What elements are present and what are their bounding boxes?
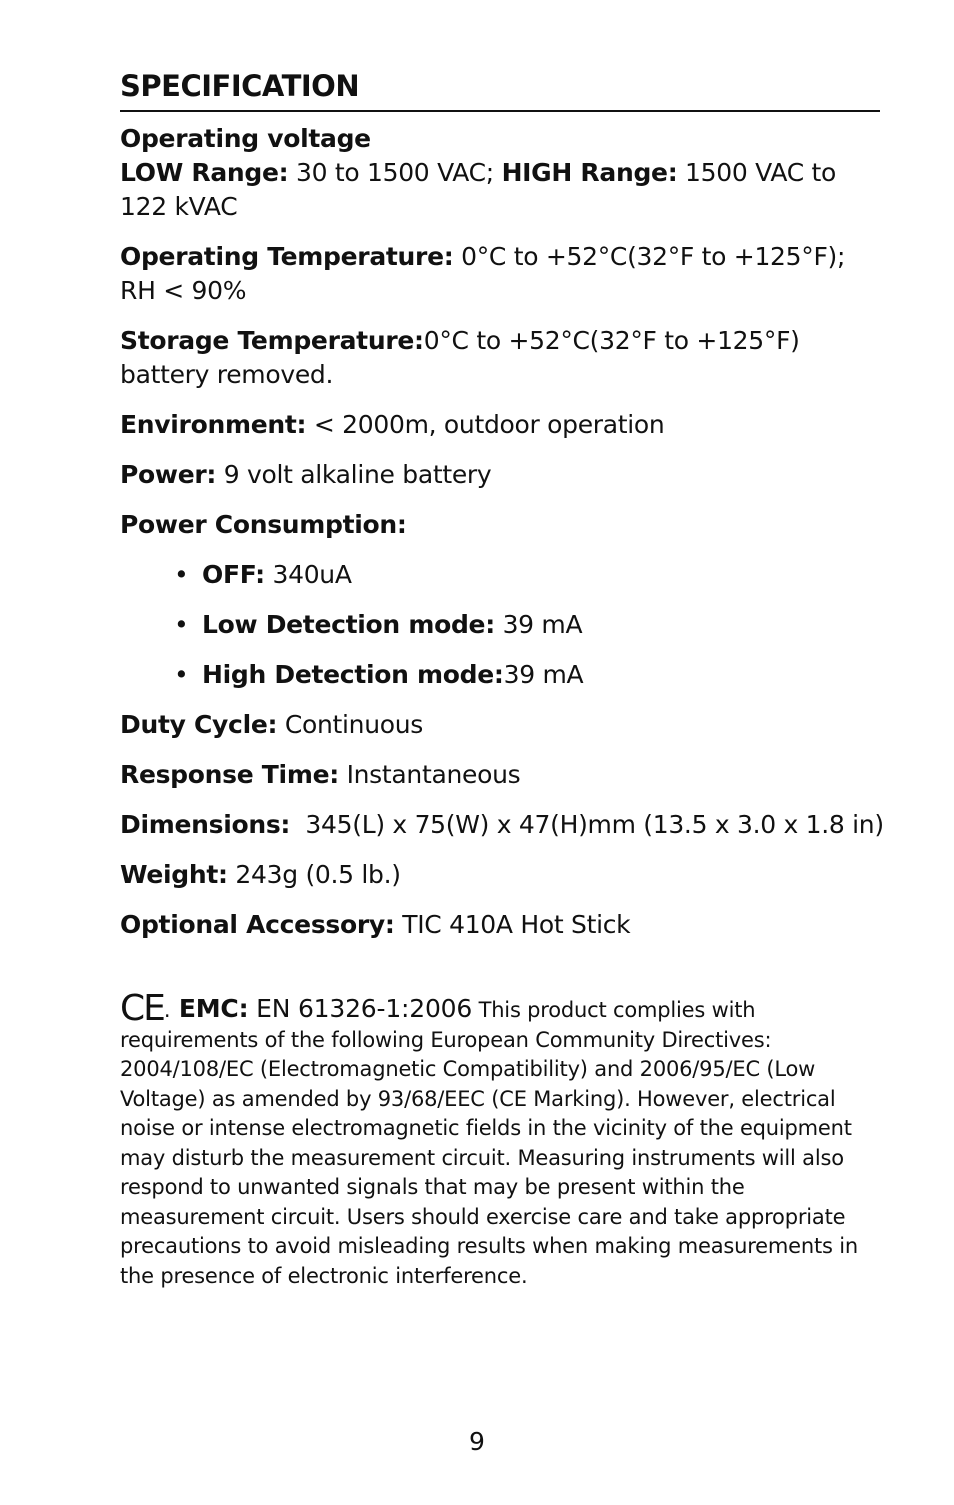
weight-value: 243g (0.5 lb.): [227, 860, 401, 889]
high-range-label: HIGH Range:: [501, 158, 678, 187]
optional-accessory-label: Optional Accessory:: [120, 910, 395, 939]
bullet-icon: •: [174, 610, 189, 639]
section-title: SPECIFICATION: [120, 64, 880, 112]
high-range-value: 1500 VAC to 122 kVAC: [120, 158, 836, 221]
storage-temperature-label: Storage Temperature:: [120, 326, 424, 355]
response-time-value: Instantaneous: [338, 760, 521, 789]
spec-operating-voltage: [120, 122, 880, 224]
operating-temperature-label: Operating Temperature:: [120, 242, 454, 271]
spec-weight: [120, 858, 880, 892]
duty-cycle-value: Continuous: [277, 710, 424, 739]
spec-environment: [120, 408, 880, 442]
power-consumption-list: [120, 558, 880, 692]
bullet-icon: •: [174, 560, 189, 589]
compliance-text: This product complies with requirements of the following European Community Directives: 2004/108/EC (Electromagnetic Compatibility) and 2006/95/EC (Low Voltage) as amended by 93/68/EEC (CE Marking). However, electrical noise or intense electromagnetic fields in the vicinity of the equipment may disturb the measurement circuit. Measuring instruments will also respond to unwanted signals that may be present within the measurement circuit. Users should exercise care and take appropriate precautions to avoid misleading results when making measurements in the presence of electronic interference.: [120, 998, 858, 1288]
duty-cycle-label: Duty Cycle:: [120, 710, 278, 739]
power-label: Power:: [120, 460, 217, 489]
environment-value: < 2000m, outdoor operation: [306, 410, 665, 439]
consumption-high-label: High Detection mode:: [202, 660, 504, 689]
spec-page: [120, 64, 884, 1291]
spec-duty-cycle: [120, 708, 880, 742]
optional-accessory-value: TIC 410A Hot Stick: [394, 910, 631, 939]
spec-dimensions: [120, 808, 884, 842]
list-item: [174, 608, 880, 642]
low-range-value: 30 to 1500 VAC;: [288, 158, 502, 187]
power-consumption-label: Power Consumption:: [120, 510, 407, 539]
consumption-off-label: OFF:: [202, 560, 265, 589]
spec-optional-accessory: [120, 908, 880, 942]
consumption-low-value: 39 mA: [494, 610, 583, 639]
spec-response-time: [120, 758, 880, 792]
consumption-high-value: 39 mA: [503, 660, 584, 689]
storage-temperature-value: 0°C to +52°C(32°F to +125°F) battery removed.: [120, 326, 800, 389]
power-value: 9 volt alkaline battery: [216, 460, 492, 489]
weight-label: Weight:: [120, 860, 228, 889]
compliance-statement: [120, 988, 880, 1291]
list-item: [174, 558, 880, 592]
page-number: 9: [469, 1427, 485, 1456]
spec-power: [120, 458, 880, 492]
dimensions-value: 345(L) x 75(W) x 47(H)mm (13.5 x 3.0 x 1.8 in): [290, 810, 884, 839]
ce-mark-icon: CE: [120, 988, 164, 1029]
spec-power-consumption: [120, 508, 880, 542]
emc-label: EMC:: [170, 994, 249, 1023]
response-time-label: Response Time:: [120, 760, 339, 789]
low-range-label: LOW Range:: [120, 158, 289, 187]
consumption-off-value: 340uA: [264, 560, 352, 589]
operating-temperature-value: 0°C to +52°C(32°F to +125°F); RH < 90%: [120, 242, 846, 305]
emc-standard: EN 61326-1:2006: [248, 994, 473, 1023]
list-item: [174, 658, 880, 692]
ce-mark-dot: .: [163, 998, 171, 1022]
operating-voltage-label: Operating voltage: [120, 124, 371, 153]
bullet-icon: •: [174, 660, 189, 689]
dimensions-label: Dimensions:: [120, 810, 291, 839]
environment-label: Environment:: [120, 410, 307, 439]
spec-operating-temperature: [120, 240, 880, 308]
spec-storage-temperature: [120, 324, 880, 392]
consumption-low-label: Low Detection mode:: [202, 610, 495, 639]
